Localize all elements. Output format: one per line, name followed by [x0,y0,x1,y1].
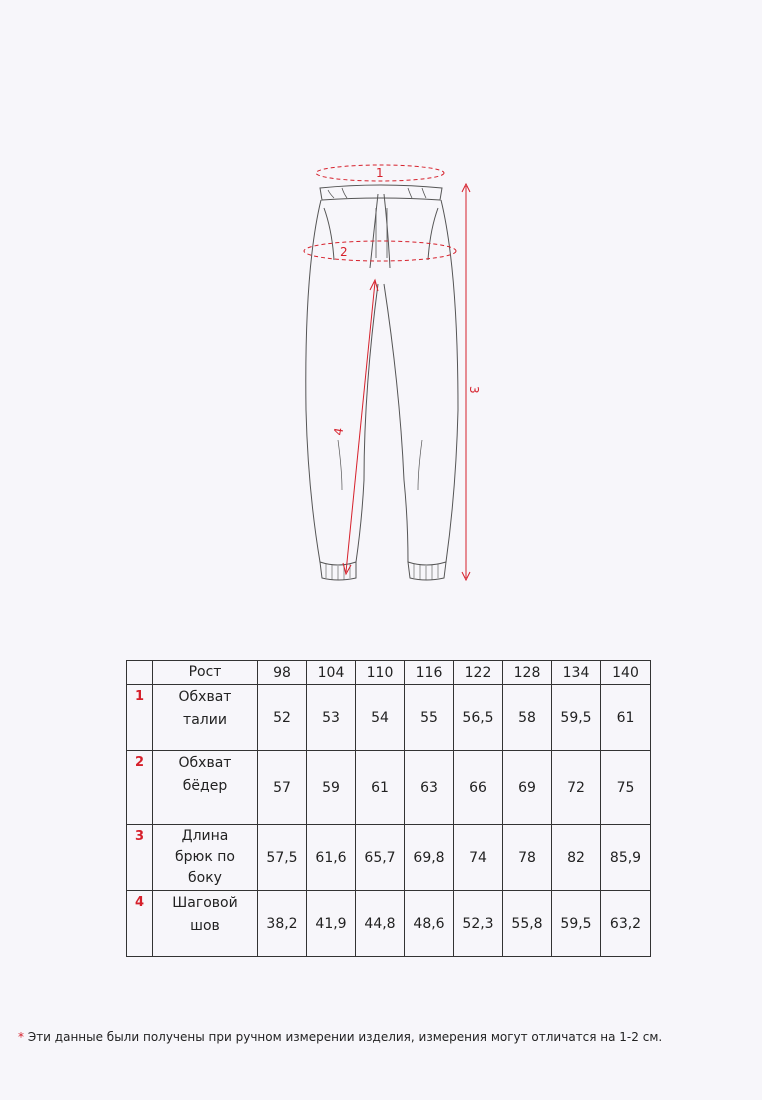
table-cell: 55,8 [503,891,552,957]
table-cell: 66 [454,751,503,825]
table-cell: 57 [258,751,307,825]
header-label: Рост [153,661,258,685]
table-cell: 52,3 [454,891,503,957]
table-cell: 82 [552,825,601,891]
row-number: 3 [134,829,145,844]
size-header: 104 [307,661,356,685]
table-cell: 61,6 [307,825,356,891]
table-row-inseam [127,891,651,957]
table-cell: 61 [356,751,405,825]
size-header: 128 [503,661,552,685]
row-number: 2 [134,755,145,770]
table-cell: 52 [258,685,307,751]
size-chart-table [126,660,651,957]
table-cell: 63 [405,751,454,825]
table-cell: 65,7 [356,825,405,891]
footnote-star: * [18,1030,24,1044]
size-header: 134 [552,661,601,685]
row-label: Длина брюк по боку [153,825,258,891]
table-cell: 72 [552,751,601,825]
table-cell: 58 [503,685,552,751]
marker-2: 2 [340,245,348,259]
table-cell: 63,2 [601,891,651,957]
table-row-waist [127,685,651,751]
row-label: Обхват талии [153,685,258,751]
table-cell: 69 [503,751,552,825]
row-number: 4 [134,895,145,910]
table-cell: 53 [307,685,356,751]
hip-measure-ellipse [304,241,456,261]
table-cell: 41,9 [307,891,356,957]
row-label: Обхват бёдер [153,751,258,825]
table-row-hips [127,751,651,825]
table-cell: 59 [307,751,356,825]
size-header: 116 [405,661,454,685]
marker-4: 4 [331,426,347,437]
row-label: Шаговой шов [153,891,258,957]
table-cell: 85,9 [601,825,651,891]
marker-3: 3 [467,386,481,394]
table-cell: 75 [601,751,651,825]
left-leg-inner [356,284,378,562]
table-cell: 54 [356,685,405,751]
header-row [127,661,651,685]
table-cell: 74 [454,825,503,891]
table-cell: 61 [601,685,651,751]
measurement-footnote [18,1030,662,1044]
right-leg-inner [384,284,408,562]
size-header: 122 [454,661,503,685]
trousers-technical-drawing [290,150,490,590]
size-header: 98 [258,661,307,685]
table-cell: 44,8 [356,891,405,957]
table-cell: 69,8 [405,825,454,891]
table-cell: 59,5 [552,891,601,957]
table-cell: 48,6 [405,891,454,957]
size-header: 110 [356,661,405,685]
marker-1: 1 [376,166,384,180]
right-leg-outer [441,200,458,562]
table-cell: 78 [503,825,552,891]
table-cell: 38,2 [258,891,307,957]
table-cell: 56,5 [454,685,503,751]
table-cell: 59,5 [552,685,601,751]
size-header: 140 [601,661,651,685]
footnote-text: Эти данные были получены при ручном измерении изделия, измерения могут отличатся на 1-2 см. [24,1030,663,1044]
table-row-side-length [127,825,651,891]
row-number: 1 [134,689,145,704]
table-cell: 57,5 [258,825,307,891]
table-cell: 55 [405,685,454,751]
header-num-cell [127,661,153,685]
